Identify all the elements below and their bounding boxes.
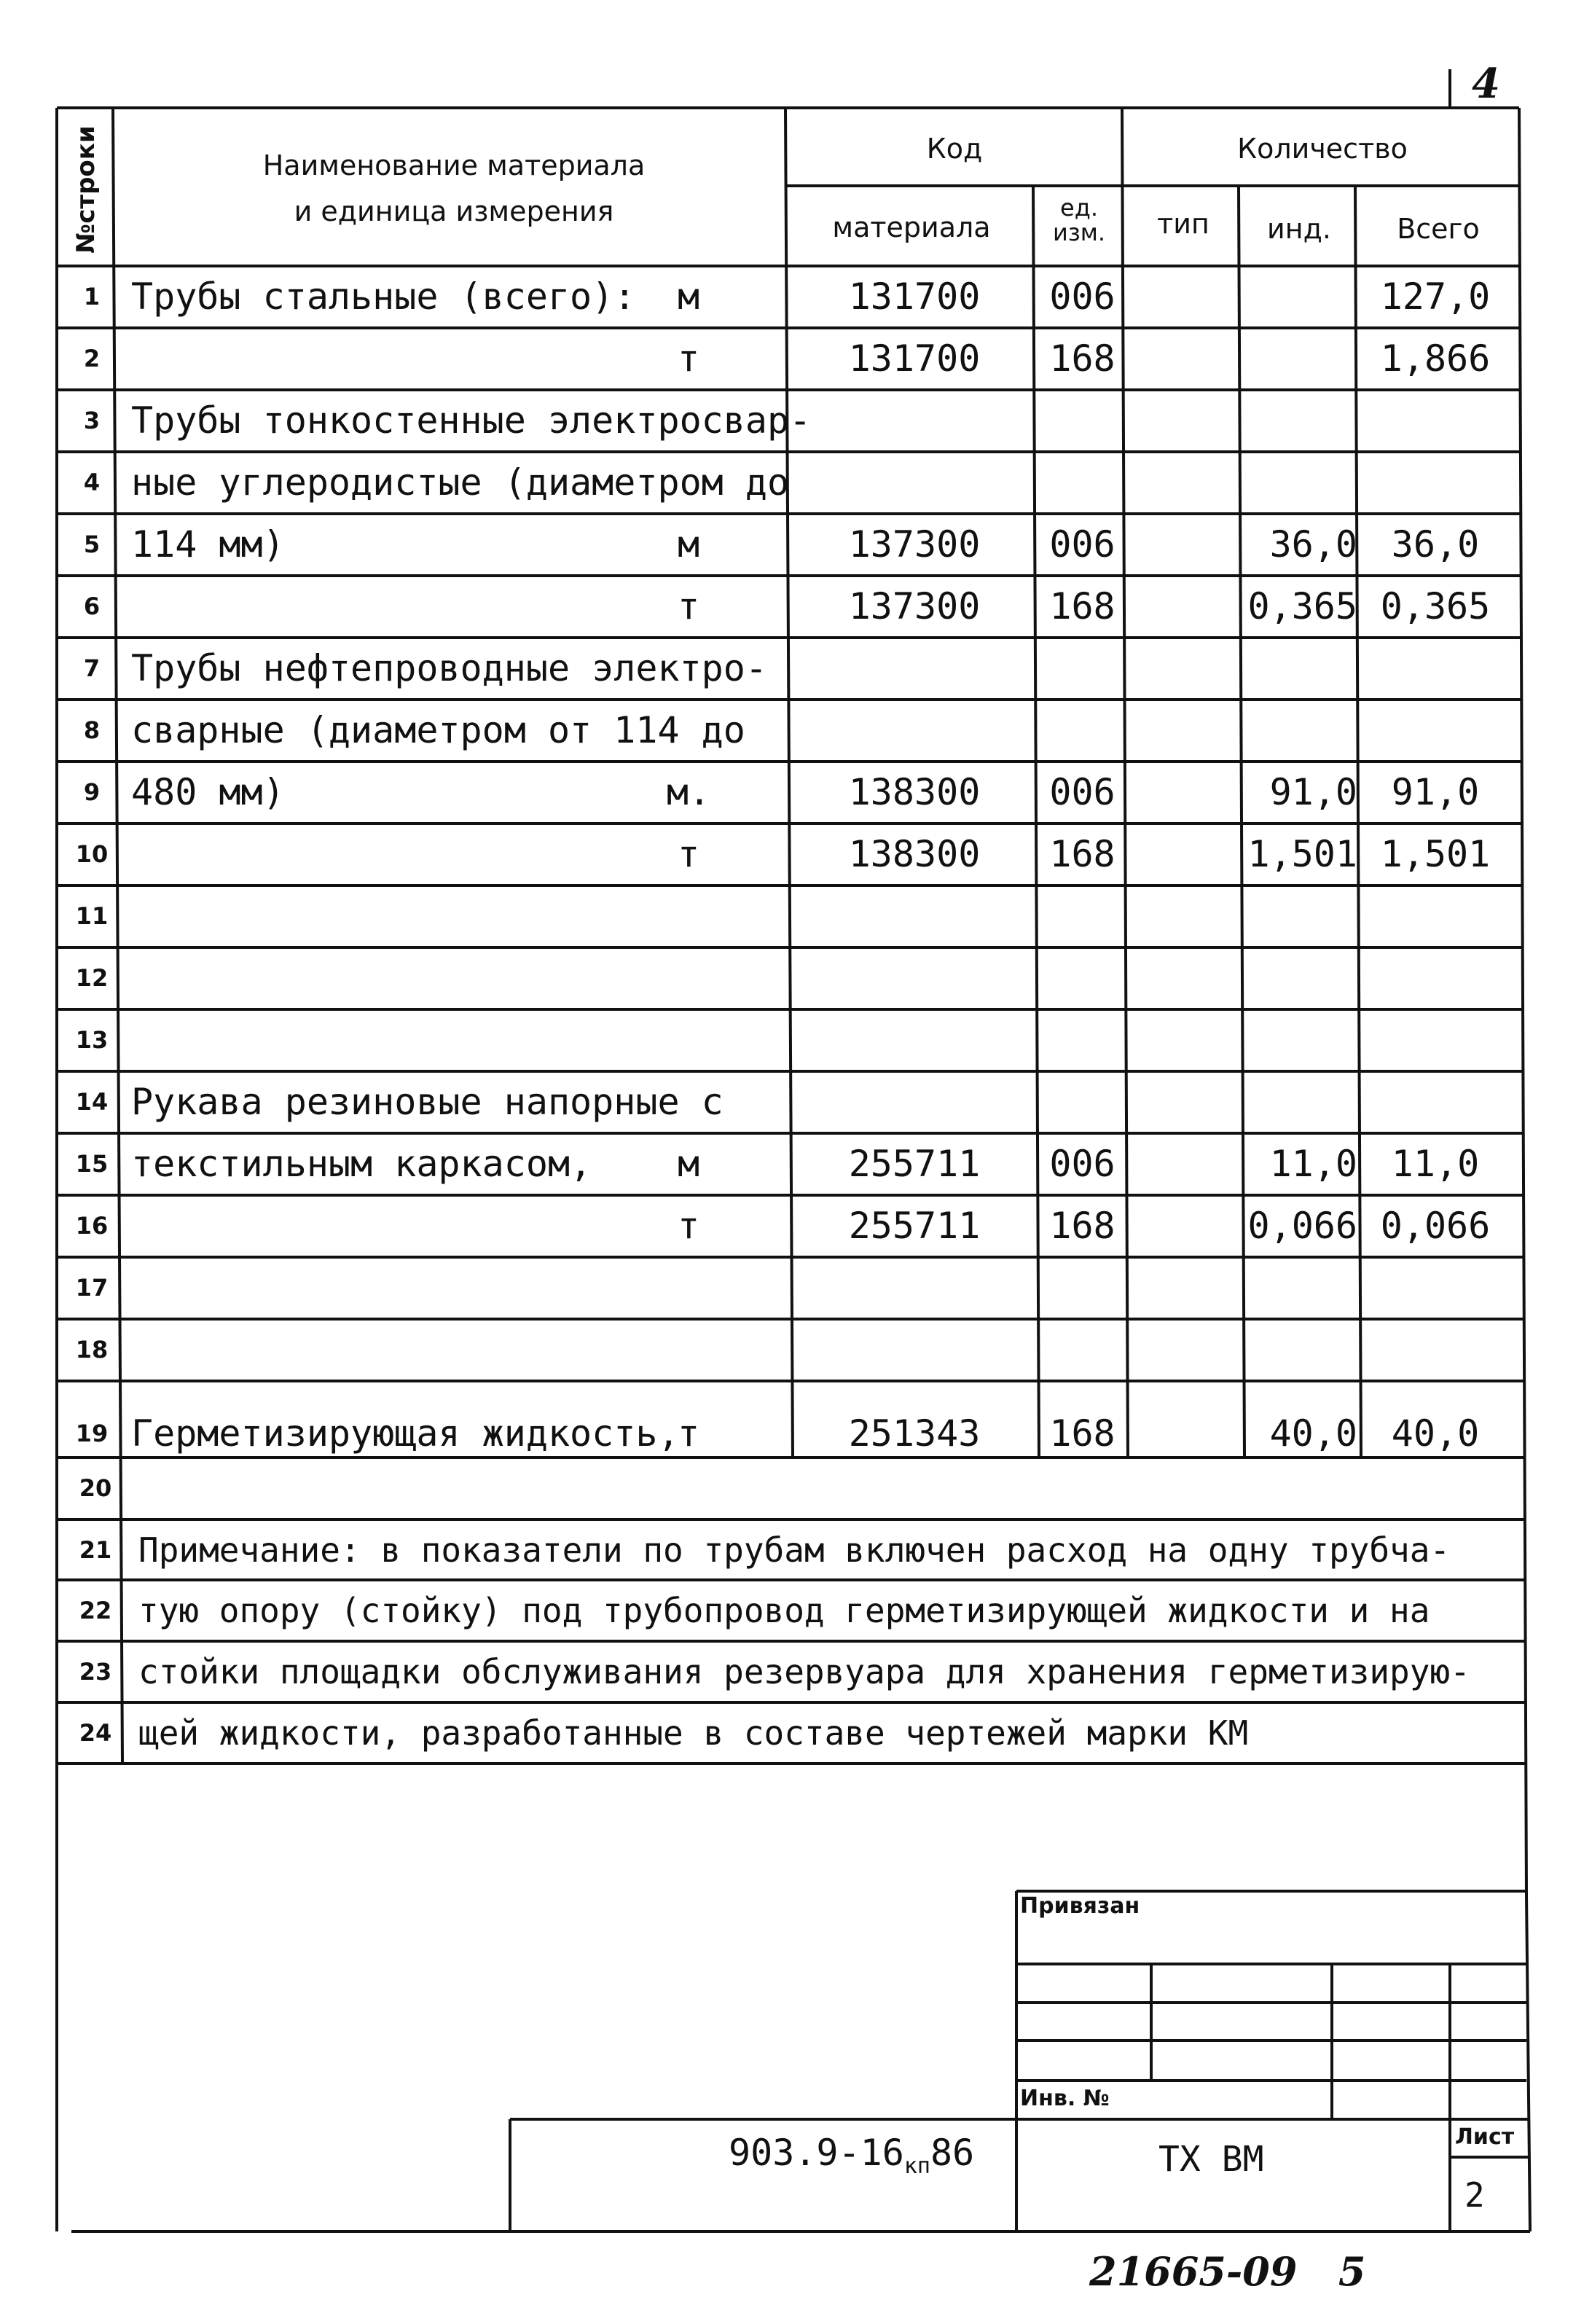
ind-header: инд. bbox=[1267, 213, 1331, 245]
type-value bbox=[1129, 328, 1239, 390]
row-number: 18 bbox=[75, 1336, 109, 1364]
type-value bbox=[1129, 266, 1239, 328]
total-value: 36,0 bbox=[1391, 523, 1480, 566]
unit-code bbox=[1040, 1257, 1124, 1319]
unit bbox=[656, 390, 721, 452]
unit-code bbox=[1040, 885, 1124, 947]
unit bbox=[656, 700, 721, 762]
type-value bbox=[1129, 1133, 1239, 1195]
note-row-number: 23 bbox=[79, 1658, 112, 1686]
material-code: 137300 bbox=[848, 523, 981, 566]
unit-code bbox=[1040, 390, 1124, 452]
ind-value bbox=[1244, 885, 1357, 947]
total-value: 40,0 bbox=[1391, 1412, 1480, 1455]
total-value: 1,866 bbox=[1380, 337, 1491, 380]
row-number: 10 bbox=[75, 840, 109, 868]
total-value: 127,0 bbox=[1380, 275, 1491, 318]
unit: т bbox=[677, 833, 700, 875]
row-number-header: №строки bbox=[71, 125, 101, 254]
type-value bbox=[1129, 823, 1239, 885]
ind-value: 11,0 bbox=[1269, 1143, 1357, 1185]
ind-value bbox=[1244, 1009, 1357, 1071]
unit: м. bbox=[666, 771, 711, 813]
unit-code bbox=[1040, 947, 1124, 1009]
unit-code-header bbox=[1035, 195, 1124, 245]
ind-value bbox=[1244, 328, 1357, 390]
unit-code bbox=[1040, 452, 1124, 514]
total-value bbox=[1362, 1071, 1508, 1133]
page-mark: 4 bbox=[1472, 60, 1500, 108]
material-name: Рукава резиновые напорные с bbox=[131, 1081, 724, 1123]
row-number: 17 bbox=[75, 1274, 109, 1302]
row-number: 16 bbox=[75, 1212, 109, 1240]
unit-code: 168 bbox=[1049, 1412, 1115, 1455]
note-row-number: 21 bbox=[79, 1536, 112, 1564]
row-number: 8 bbox=[83, 716, 101, 744]
unit-code-header-line1: ед. bbox=[1060, 194, 1098, 222]
unit-code bbox=[1040, 700, 1124, 762]
document-number-sub: кп bbox=[903, 2153, 930, 2179]
row-number: 3 bbox=[83, 407, 101, 434]
type-value bbox=[1129, 452, 1239, 514]
material-code: 138300 bbox=[848, 833, 981, 875]
ind-value: 36,0 bbox=[1269, 523, 1357, 566]
type-value bbox=[1129, 514, 1239, 576]
type-value bbox=[1129, 947, 1239, 1009]
document-number-year: 86 bbox=[930, 2132, 975, 2174]
row-number: 9 bbox=[83, 778, 101, 806]
material-code bbox=[794, 1071, 1035, 1133]
ind-value bbox=[1244, 1319, 1357, 1381]
material-code bbox=[794, 1257, 1035, 1319]
row-number: 15 bbox=[75, 1150, 109, 1178]
note-text: стойки площадки обслуживания резервуара для хранения герметизирую- bbox=[138, 1652, 1470, 1691]
unit: т bbox=[677, 585, 700, 627]
material-name: Герметизирующая жидкость, bbox=[131, 1412, 680, 1455]
quantity-header: Количество bbox=[1237, 133, 1408, 165]
ind-value: 1,501 bbox=[1247, 833, 1357, 875]
material-code bbox=[794, 452, 1035, 514]
material-name: ные углеродистые (диаметром до bbox=[131, 461, 790, 504]
ind-value: 0,066 bbox=[1247, 1205, 1357, 1247]
type-value bbox=[1129, 885, 1239, 947]
name-header-line2: и единица измерения bbox=[294, 195, 614, 227]
unit-code: 006 bbox=[1049, 1143, 1115, 1185]
unit-code: 006 bbox=[1049, 523, 1115, 566]
unit-code: 006 bbox=[1049, 275, 1115, 318]
material-name: Трубы нефтепроводные электро- bbox=[131, 647, 767, 689]
type-value bbox=[1129, 1257, 1239, 1319]
unit-code: 006 bbox=[1049, 771, 1115, 813]
total-value bbox=[1362, 638, 1508, 700]
code-header: Код bbox=[926, 133, 983, 165]
type-header: тип bbox=[1157, 208, 1209, 240]
row-number: 19 bbox=[75, 1420, 109, 1447]
unit: т bbox=[677, 1412, 700, 1455]
unit-code bbox=[1040, 1071, 1124, 1133]
document-number-main: 903.9-16 bbox=[729, 2132, 904, 2174]
material-code: 131700 bbox=[848, 275, 981, 318]
material-code: 251343 bbox=[848, 1412, 981, 1455]
ind-value bbox=[1244, 700, 1357, 762]
total-value bbox=[1362, 1009, 1508, 1071]
note-row-number: 22 bbox=[79, 1597, 112, 1624]
ind-value bbox=[1244, 638, 1357, 700]
material-code-header: материала bbox=[832, 211, 991, 243]
row-number: 6 bbox=[83, 592, 101, 620]
total-value: 0,365 bbox=[1380, 585, 1491, 627]
unit bbox=[656, 1319, 721, 1381]
unit-code bbox=[1040, 1319, 1124, 1381]
unit: т bbox=[677, 337, 700, 380]
total-value bbox=[1362, 700, 1508, 762]
total-value: 0,066 bbox=[1380, 1205, 1491, 1247]
material-code: 255711 bbox=[848, 1205, 981, 1247]
ind-value bbox=[1244, 1071, 1357, 1133]
material-code bbox=[794, 1009, 1035, 1071]
ind-value: 40,0 bbox=[1269, 1412, 1357, 1455]
unit bbox=[656, 1009, 721, 1071]
material-code bbox=[794, 638, 1035, 700]
material-code: 255711 bbox=[848, 1143, 981, 1185]
material-name: 480 мм) bbox=[131, 771, 285, 813]
type-value bbox=[1129, 700, 1239, 762]
unit bbox=[656, 452, 721, 514]
row-number: 1 bbox=[83, 283, 101, 310]
material-code bbox=[794, 700, 1035, 762]
material-code: 138300 bbox=[848, 771, 981, 813]
unit-code bbox=[1040, 1009, 1124, 1071]
ind-value bbox=[1244, 390, 1357, 452]
material-name: 114 мм) bbox=[131, 523, 285, 566]
type-value bbox=[1129, 1009, 1239, 1071]
name-header-line1: Наименование материала bbox=[262, 149, 646, 181]
unit: м bbox=[677, 1143, 700, 1185]
row-number: 14 bbox=[75, 1088, 109, 1116]
material-code bbox=[794, 1319, 1035, 1381]
row-number: 4 bbox=[83, 469, 101, 496]
material-code bbox=[794, 390, 1035, 452]
inventory-number-label: Инв. № bbox=[1020, 2086, 1110, 2111]
sheet-number: 2 bbox=[1464, 2175, 1485, 2215]
note-row-number: 24 bbox=[79, 1719, 112, 1747]
unit-code: 168 bbox=[1049, 833, 1115, 875]
row-number: 11 bbox=[75, 902, 109, 930]
type-value bbox=[1129, 1396, 1239, 1472]
unit-code-header-line2: изм. bbox=[1052, 219, 1106, 246]
material-name: сварные (диаметром от 114 до bbox=[131, 709, 745, 751]
document-mark: ТХ ВМ bbox=[1158, 2139, 1264, 2180]
linked-label: Привязан bbox=[1020, 1893, 1140, 1919]
unit bbox=[656, 638, 721, 700]
total-header: Всего bbox=[1397, 213, 1480, 245]
unit: м bbox=[677, 523, 700, 566]
material-name: Трубы стальные (всего): bbox=[131, 275, 636, 318]
total-value bbox=[1362, 1319, 1508, 1381]
note-text: тую опору (стойку) под трубопровод герметизирующей жидкости и на bbox=[138, 1591, 1430, 1630]
unit-code: 168 bbox=[1049, 337, 1115, 380]
note-text: Примечание: в показатели по трубам включен расход на одну трубча- bbox=[138, 1530, 1451, 1570]
unit bbox=[656, 885, 721, 947]
sheet-label: Лист bbox=[1455, 2124, 1515, 2150]
material-code: 137300 bbox=[848, 585, 981, 627]
unit bbox=[656, 1071, 721, 1133]
row-number: 12 bbox=[75, 964, 109, 992]
type-value bbox=[1129, 1319, 1239, 1381]
type-value bbox=[1129, 1195, 1239, 1257]
row-number: 2 bbox=[83, 345, 101, 372]
row-number: 5 bbox=[83, 531, 101, 558]
type-value bbox=[1129, 390, 1239, 452]
total-value: 1,501 bbox=[1380, 833, 1491, 875]
total-value: 11,0 bbox=[1391, 1143, 1480, 1185]
material-name: Трубы тонкостенные электросвар- bbox=[131, 399, 812, 442]
ind-value bbox=[1244, 266, 1357, 328]
note-row-number: 20 bbox=[79, 1474, 112, 1502]
material-code: 131700 bbox=[848, 337, 981, 380]
total-value bbox=[1362, 885, 1508, 947]
ind-value bbox=[1244, 1257, 1357, 1319]
total-value bbox=[1362, 947, 1508, 1009]
type-value bbox=[1129, 638, 1239, 700]
type-value bbox=[1129, 576, 1239, 638]
handwritten-archive-number: 21665-09 5 bbox=[1089, 2248, 1366, 2295]
unit: м bbox=[677, 275, 700, 318]
type-value bbox=[1129, 762, 1239, 823]
unit bbox=[656, 947, 721, 1009]
type-value bbox=[1129, 1071, 1239, 1133]
total-value bbox=[1362, 1257, 1508, 1319]
unit bbox=[656, 1257, 721, 1319]
ind-value: 91,0 bbox=[1269, 771, 1357, 813]
unit-code: 168 bbox=[1049, 1205, 1115, 1247]
document-number bbox=[729, 2132, 974, 2179]
note-text: щей жидкости, разработанные в составе чертежей марки КМ bbox=[138, 1713, 1249, 1753]
material-code bbox=[794, 947, 1035, 1009]
unit-code: 168 bbox=[1049, 585, 1115, 627]
unit-code bbox=[1040, 638, 1124, 700]
total-value: 91,0 bbox=[1391, 771, 1480, 813]
unit: т bbox=[677, 1205, 700, 1247]
total-value bbox=[1362, 390, 1508, 452]
ind-value: 0,365 bbox=[1247, 585, 1357, 627]
material-code bbox=[794, 885, 1035, 947]
ind-value bbox=[1244, 452, 1357, 514]
row-number: 7 bbox=[83, 654, 101, 682]
material-name: текстильным каркасом, bbox=[131, 1143, 592, 1185]
row-number: 13 bbox=[75, 1026, 109, 1054]
total-value bbox=[1362, 452, 1508, 514]
ind-value bbox=[1244, 947, 1357, 1009]
